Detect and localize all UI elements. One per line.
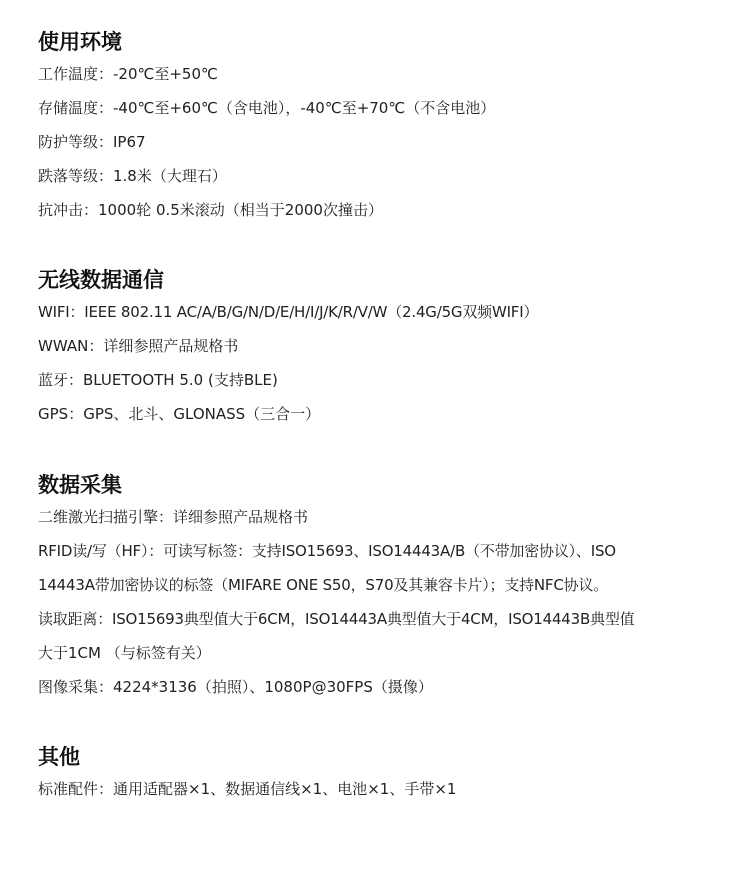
spec-line-impact-resistance: 抗冲击：1000轮 0.5米滚动（相当于2000次撞击） bbox=[38, 201, 383, 219]
section-lines bbox=[38, 295, 718, 431]
spec-line-accessories: 标准配件：通用适配器×1、数据通信线×1、电池×1、手带×1 bbox=[38, 780, 457, 798]
spec-line-wifi: WIFI：IEEE 802.11 AC/A/B/G/N/D/E/H/I/J/K/R/V/W（2.4G/5G双频WIFI） bbox=[38, 303, 539, 321]
spec-line-image-capture: 图像采集：4224*3136（拍照）、1080P@30FPS（摄像） bbox=[38, 678, 433, 696]
section-data-capture bbox=[38, 471, 718, 704]
spec-line-rfid-cont: 14443A带加密协议的标签（MIFARE ONE S50，S70及其兼容卡片）；支持NFC协议。 bbox=[38, 576, 609, 594]
section-title: 数据采集 bbox=[38, 473, 122, 497]
section-lines bbox=[38, 57, 718, 227]
section-lines bbox=[38, 772, 718, 806]
section-wireless bbox=[38, 266, 718, 431]
spec-line-wwan: WWAN：详细参照产品规格书 bbox=[38, 337, 239, 355]
section-title: 使用环境 bbox=[38, 30, 122, 54]
spec-line-storage-temp: 存储温度：-40℃至+60℃（含电池），-40℃至+70℃（不含电池） bbox=[38, 99, 496, 117]
section-lines bbox=[38, 500, 718, 704]
spec-line-operating-temp: 工作温度：-20℃至+50℃ bbox=[38, 65, 218, 83]
section-environment bbox=[38, 28, 718, 227]
spec-line-bluetooth: 蓝牙：BLUETOOTH 5.0 (支持BLE) bbox=[38, 371, 278, 389]
spec-line-drop-rating: 跌落等级：1.8米（大理石） bbox=[38, 167, 227, 185]
spec-line-read-distance-cont: 大于1CM （与标签有关） bbox=[38, 644, 211, 662]
section-title: 其他 bbox=[38, 745, 80, 769]
section-other bbox=[38, 743, 718, 806]
section-title: 无线数据通信 bbox=[38, 268, 164, 292]
spec-line-scan-engine: 二维激光扫描引擎：详细参照产品规格书 bbox=[38, 508, 309, 526]
spec-line-rfid: RFID读/写（HF）：可读写标签：支持ISO15693、ISO14443A/B（不带加密协议）、ISO bbox=[38, 542, 616, 560]
spec-line-gps: GPS：GPS、北斗、GLONASS（三合一） bbox=[38, 405, 321, 423]
spec-line-protection-rating: 防护等级：IP67 bbox=[38, 133, 146, 151]
spec-line-read-distance: 读取距离：ISO15693典型值大于6CM，ISO14443A典型值大于4CM，ISO14443B典型值 bbox=[38, 610, 635, 628]
